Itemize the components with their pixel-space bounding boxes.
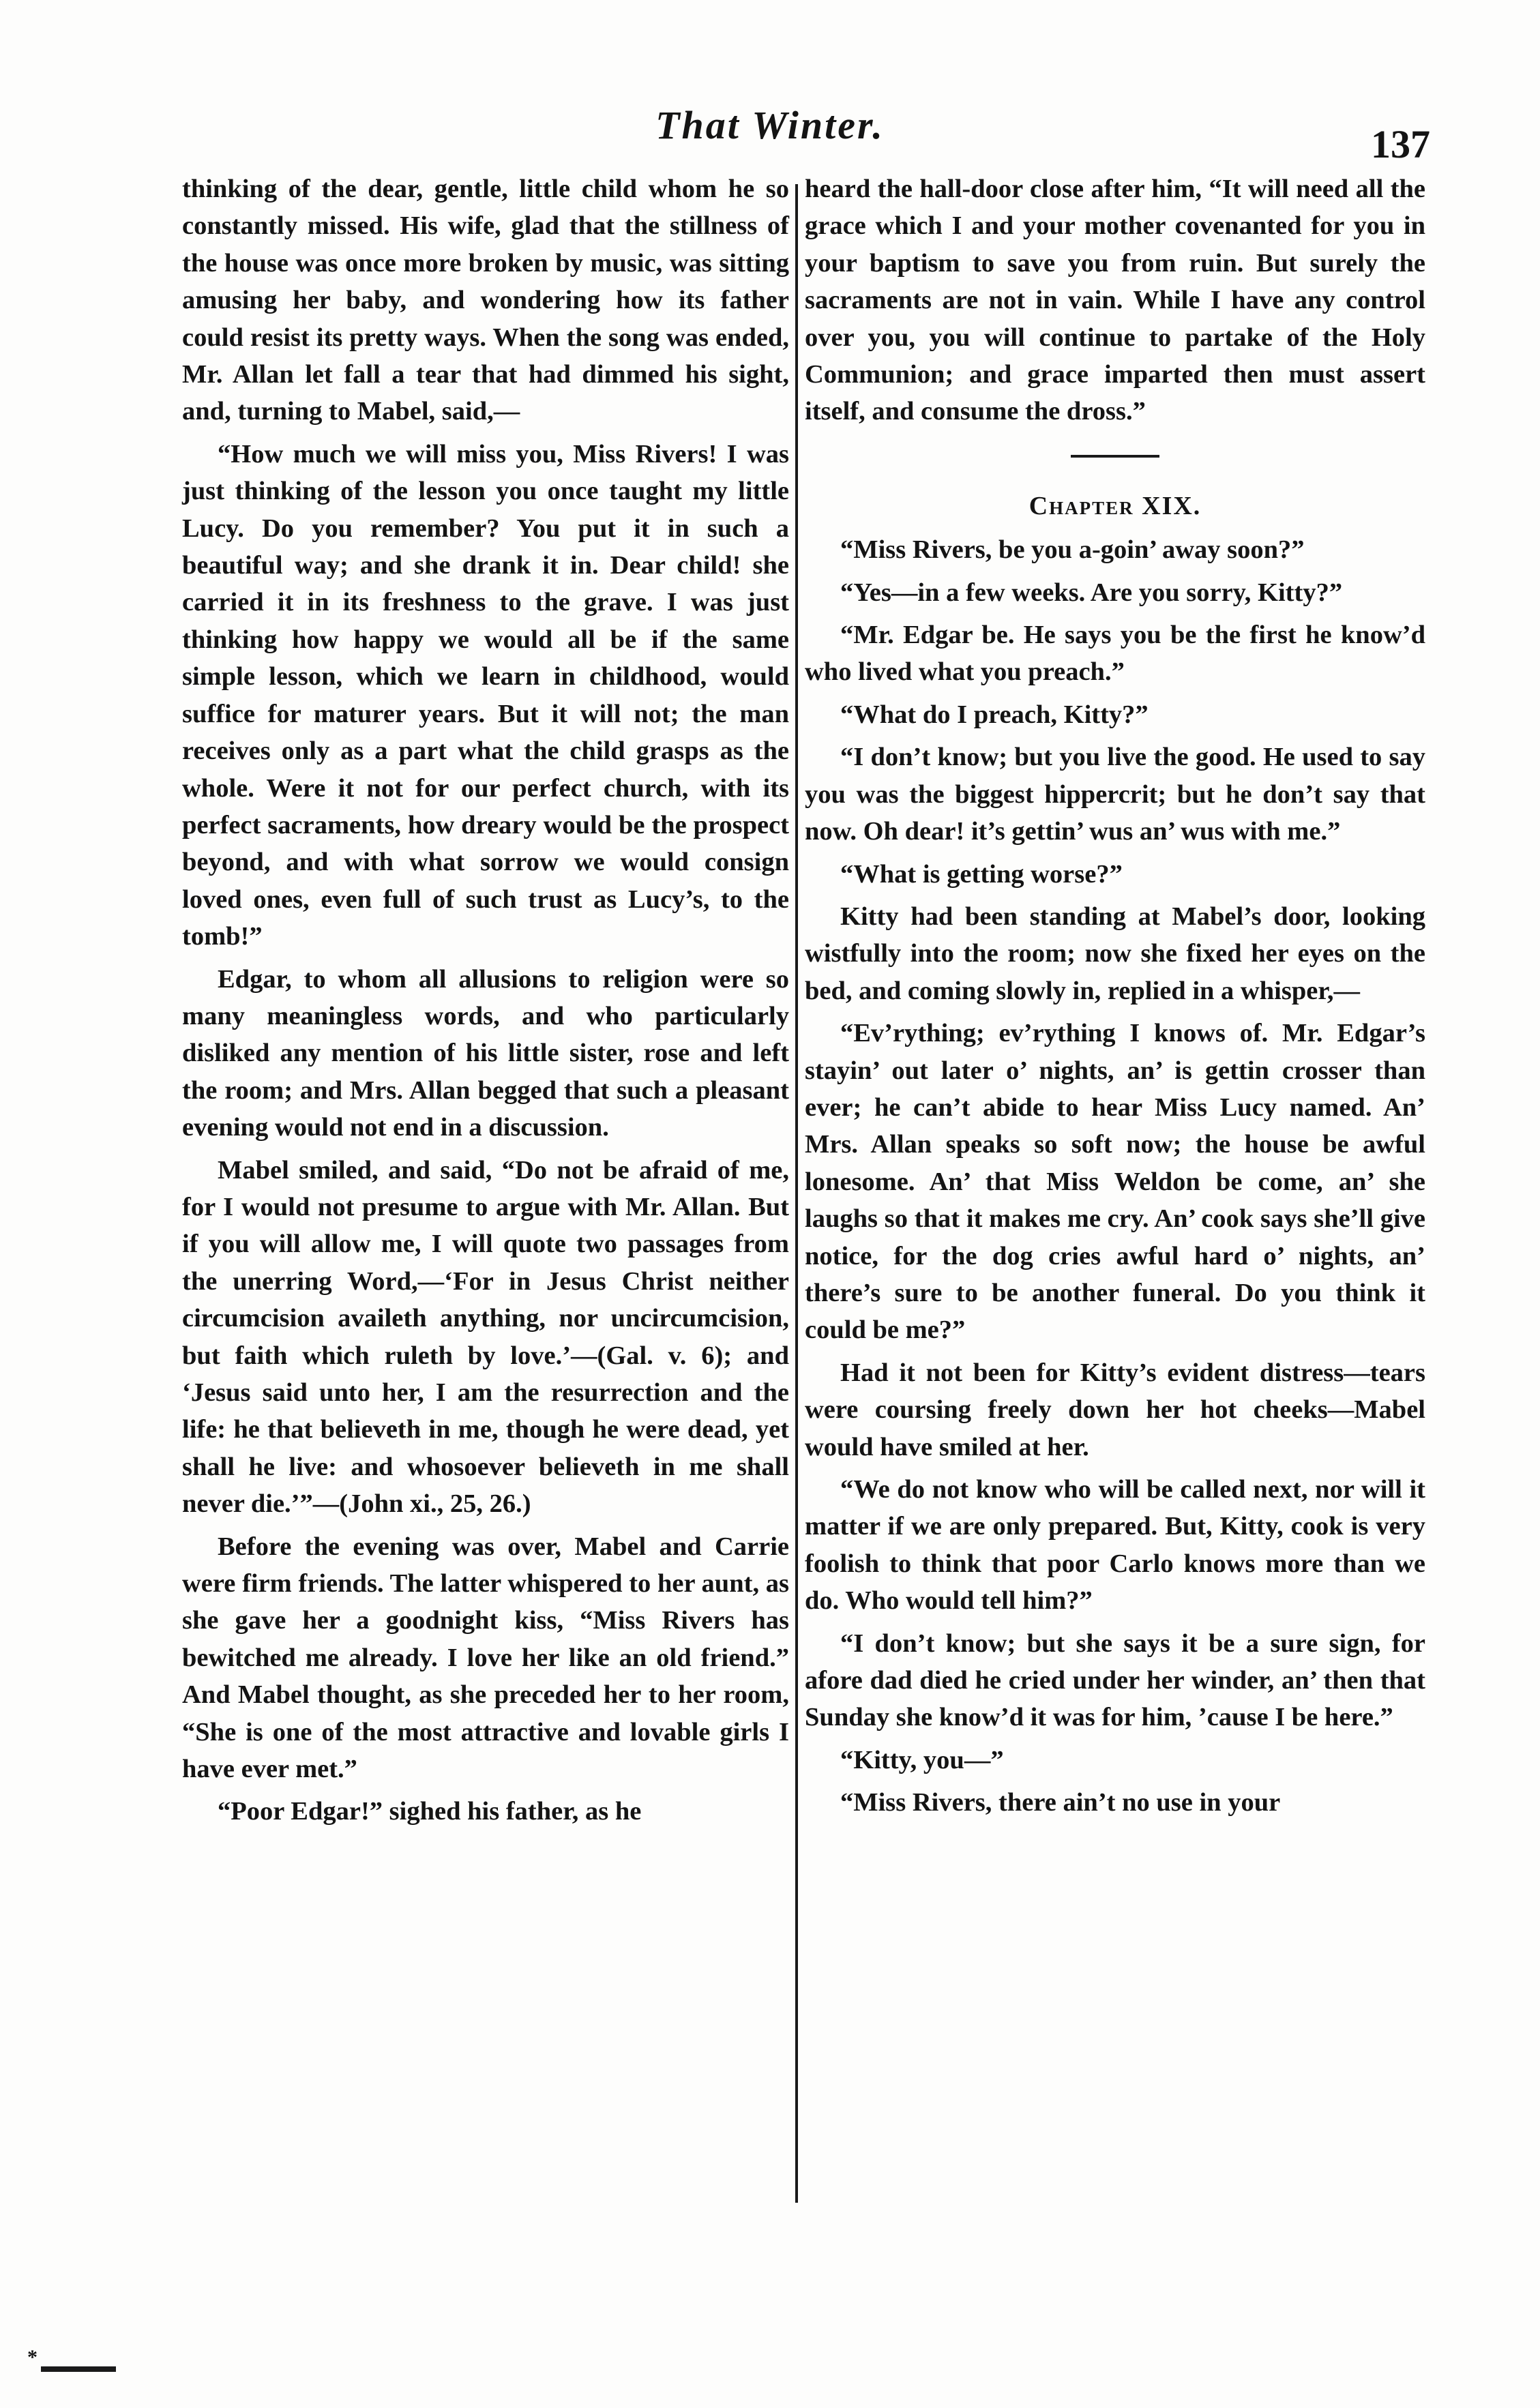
paragraph: “What do I preach, Kitty?”: [840, 700, 1149, 729]
paragraph: Mabel smiled, and said, “Do not be afraid of me, for I would not presume to argue with Mr. Allan. But if you will allow me, I will quote two passages from the unerring Word,—‘For in Jesus Christ neither circumcision availeth anything, nor uncircumcision, but faith which ruleth by love.’—(Gal. v. 6); and ‘Jesus said unto her, I am the resurrection and the life: he that believeth in me, though he were dead, yet shall he live: and whosoever believeth in me shall never die.’”—(John xi., 25, 26.): [182, 1155, 789, 1519]
right-column: [805, 170, 1425, 1827]
left-column: [182, 170, 789, 1836]
column-rule: [795, 184, 798, 2203]
paragraph: Edgar, to whom all allusions to religion were so many meaningless words, and who particularly disliked any mention of his little sister, rose and left the room; and Mrs. Allan begged that such a pleasant evening would not end in a discussion.: [182, 964, 789, 1142]
running-title: That Winter.: [655, 103, 885, 147]
scan-mark-rule: [41, 2366, 116, 2372]
paragraph: “How much we will miss you, Miss Rivers! I was just thinking of the lesson you once taught my little Lucy. Do you remember? You put it in such a beautiful way; and she drank it in. Dear child! she carried it in its freshness to the grave. I was just thinking how happy we would all be if the same simple lesson, which we learn in childhood, would suffice for maturer years. But it will not; the man receives only as a part what the child grasps as the whole. Were it not for our perfect church, with its perfect sacraments, how dreary would be the prospect beyond, and with what sorrow we would consign loved ones, even full of such trust as Lucy’s, to the tomb!”: [182, 439, 789, 951]
chapter-heading: Chapter XIX.: [1028, 491, 1202, 520]
paragraph: Before the evening was over, Mabel and Carrie were firm friends. The latter whispered to her aunt, as she gave her a goodnight kiss, “Miss Rivers has bewitched me already. I love her like an old friend.” And Mabel thought, as she preceded her to her room, “She is one of the most attractive and lovable girls I have ever met.”: [182, 1532, 789, 1784]
scan-mark-glyph: *: [27, 2346, 38, 2368]
paragraph: Kitty had been standing at Mabel’s door, looking wistfully into the room; now she fixed her eyes on the bed, and coming slowly in, replied in a whisper,—: [805, 902, 1425, 1005]
paragraph: “Poor Edgar!” sighed his father, as he: [218, 1797, 642, 1826]
paragraph: Had it not been for Kitty’s evident distress—tears were coursing freely down her hot cheeks—Mabel would have smiled at her.: [805, 1358, 1425, 1461]
section-divider: [1071, 455, 1159, 458]
paragraph: “Kitty, you—”: [840, 1745, 1004, 1774]
paragraph: “Ev’rything; ev’rything I knows of. Mr. Edgar’s stayin’ out later o’ nights, an’ is gettin crosser than ever; he can’t abide to hear Miss Lucy named. An’ Mrs. Allan speaks so soft now; the house be awful lonesome. An’ that Miss Weldon be come, an’ she laughs so that it makes me cry. An’ cook says she’ll give notice, for the dog cries awful hard o’ nights, an’ there’s sure to be another funeral. Do you think it could be me?”: [805, 1019, 1425, 1345]
page-number: 137: [1371, 122, 1430, 166]
paragraph: “Yes—in a few weeks. Are you sorry, Kitty?”: [840, 578, 1343, 607]
paragraph: “I don’t know; but she says it be a sure sign, for afore dad died he cried under her winder, an’ then that Sunday she know’d it was for him, ’cause I be here.”: [805, 1629, 1425, 1732]
paragraph: “We do not know who will be called next, nor will it matter if we are only prepared. But, Kitty, cook is very foolish to think that poor Carlo knows more than we do. Who would tell him?”: [805, 1475, 1425, 1616]
paragraph: “I don’t know; but you live the good. He used to say you was the biggest hippercrit; but he don’t say that now. Oh dear! it’s gettin’ wus an’ wus with me.”: [805, 743, 1425, 846]
paragraph: “What is getting worse?”: [840, 859, 1123, 889]
paragraph: “Miss Rivers, be you a-goin’ away soon?”: [840, 535, 1305, 565]
paragraph: thinking of the dear, gentle, little child whom he so constantly missed. His wife, glad that the stillness of the house was once more broken by music, was sitting amusing her baby, and wondering how its father could resist its pretty ways. When the song was ended, Mr. Allan let fall a tear that had dimmed his sight, and, turning to Mabel, said,—: [182, 175, 789, 426]
paragraph: heard the hall-door close after him, “It will need all the grace which I and your mother covenanted for you in your baptism to save you from ruin. But surely the sacraments are not in vain. While I have any control over you, you will continue to partake of the Holy Communion; and grace imparted then must assert itself, and consume the dross.”: [805, 175, 1425, 426]
paragraph: “Mr. Edgar be. He says you be the first he know’d who lived what you preach.”: [805, 621, 1425, 687]
paragraph: “Miss Rivers, there ain’t no use in your: [840, 1788, 1281, 1817]
